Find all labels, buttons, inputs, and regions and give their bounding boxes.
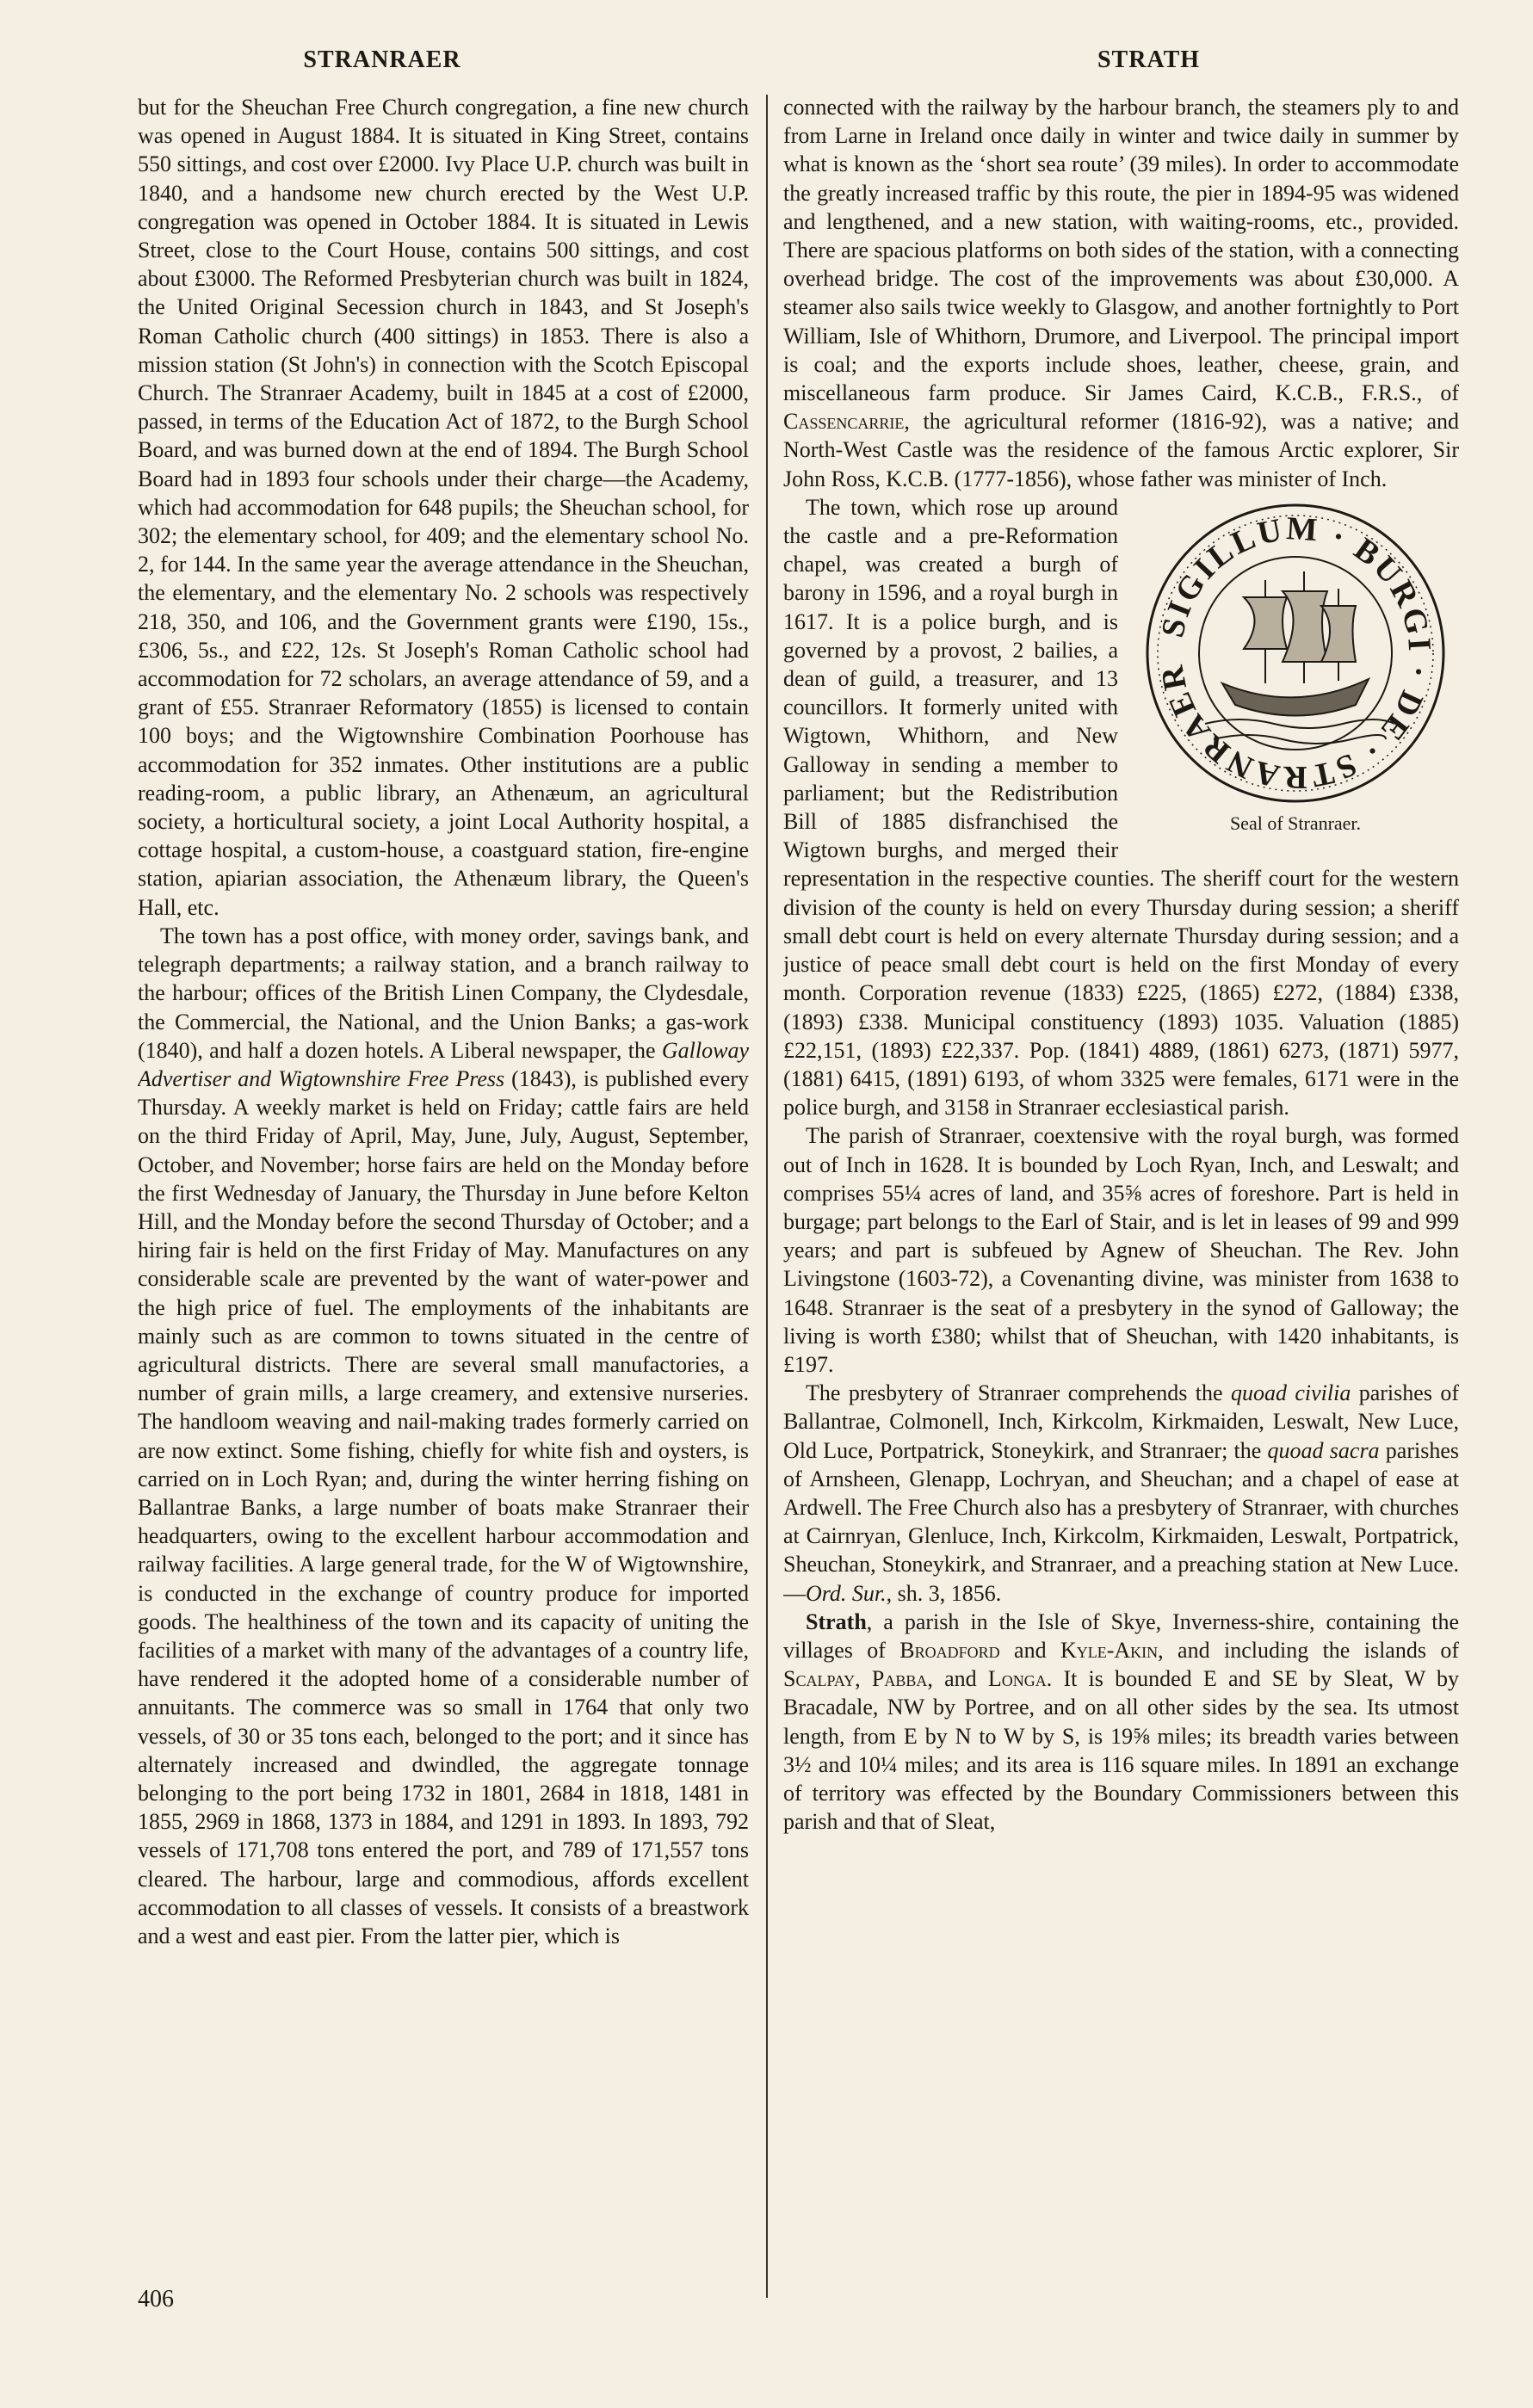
text-run: The town has a post office, with money order, savings bank, and telegraph departments; a railway station, and a branch railway to the harbour; offices of the British Linen Company, the Clydesdale, the Commercial, the National, and the Union Banks; a gas-work (1840), and half a dozen hotels. A Liberal newspaper, the xyxy=(138,923,749,1063)
latin-term: quoad sacra xyxy=(1267,1437,1380,1463)
page-number: 406 xyxy=(138,2286,174,2312)
place-ref: Broadford xyxy=(899,1637,1000,1663)
left-column xyxy=(138,93,749,2296)
newspaper-title: Galloway Advertiser and Wigtownshire Free Press xyxy=(138,1037,749,1091)
entry-headword: Strath xyxy=(806,1608,867,1634)
running-head-right: STRATH xyxy=(1097,46,1201,73)
paragraph-burgh xyxy=(783,493,1459,1121)
text-run: parishes of Arnsheen, Glenapp, Lochryan, and Sheuchan; and a chapel of ease at Ardwell. The Free Church also has a presbytery of Stranraer, with churches at Cairnryan, Glenluce, Inch, Kirkcolm, Kirkmaiden, Leswalt, Portpatrick, Sheuchan, Stoneykirk, and Stranraer, and a preaching station at New Luce.— xyxy=(783,1437,1459,1606)
text-run: The presbytery of Stranraer comprehends the xyxy=(806,1380,1231,1406)
map-reference: Ord. Sur. xyxy=(806,1580,887,1606)
text-run: connected with the railway by the harbour branch, the steamers ply to and from Larne in Ireland once daily in winter and twice daily in summer by what is known as the ‘short sea route’ (39 miles). In order to accommodate the greatly increased traffic by this route, the pier in 1894-95 was widened and lengthened, and a new station, with waiting-rooms, etc., provided. There are spacious platforms on both sides of the station, with a connecting overhead bridge. The cost of the improvements was about £30,000. A steamer also sails twice weekly to Glasgow, and another fortnightly to Port William, Isle of Whithorn, Drumore, and Liverpool. The principal import is coal; and the exports include shoes, leather, cheese, grain, and miscellaneous farm produce. Sir James Caird, K.C.B., F.R.S., of xyxy=(783,95,1459,406)
right-column xyxy=(783,93,1459,2296)
paragraph-presbytery xyxy=(783,1379,1459,1608)
text-run: , xyxy=(855,1666,872,1692)
text-run: parishes of Ballantrae, Colmonell, Inch, Kirkcolm, Kirkmaiden, Leswalt, New Luce, Old Luce, Portpatrick, Stoneykirk, and Stranraer; the xyxy=(783,1380,1459,1463)
place-ref-cassencarrie: Cassencarrie xyxy=(783,409,905,435)
text-run: (1843), is published every Thursday. A weekly market is held on Friday; cattle fairs are held on the third Friday of April, May, June, July, August, September, October, and November; horse fairs are held on the Monday before the first Wednesday of January, the Thursday in June before Kelton Hill, and the Monday before the second Thursday of October; and a hiring fair is held on the first Friday of May. Manufactures on any considerable scale are prevented by the want of water-power and the high price of fuel. The employments of the inhabitants are mainly such as are common to towns situated in the centre of agricultural districts. There are several small manufactories, a number of grain mills, a large creamery, and extensive nurseries. The handloom weaving and nail-making trades formerly carried on are now extinct. Some fishing, chiefly for white fish and oysters, is carried on in Loch Ryan; and, during the winter herring fishing on Ballantrae Banks, a large number of boats make Stranraer their headquarters, owing to the excellent harbour accommodation and railway facilities. A large general trade, for the W of Wigtownshire, is conducted in the exchange of country produce for imported goods. The healthiness of the town and its capacity of uniting the facilities of a market with many of the advantages of a country life, have rendered it the adopted home of a considerable number of annuitants. The commerce was so small in 1764 that only two vessels, of 30 or 35 tons each, belonged to the port; and it since has alternately increased and dwindled, the aggregate tonnage belonging to the port being 1732 in 1801, 2684 in 1818, 1481 in 1855, 2969 in 1868, 1373 in 1884, and 1291 in 1893. In 1893, 792 vessels of 171,708 tons entered the port, and 789 of 171,557 tons cleared. The harbour, large and commodious, affords excellent accommodation to all classes of vessels. It consists of a breastwork and a west and east pier. From the latter pier, which is xyxy=(138,1065,749,1948)
text-run: , and including the islands of xyxy=(1158,1637,1459,1663)
seal-of-stranraer-image xyxy=(1136,498,1455,808)
text-run: . It is bounded E and SE by Sleat, W by Bracadale, NW by Portree, and on all other sides by the sea. Its utmost length, from E by N to W by S, is 19⅝ miles; its breadth varies between 3½ and 10¼ miles; and its area is 116 square miles. In 1891 an exchange of territory was effected by the Boundary Commissioners between this parish and that of Sleat, xyxy=(783,1666,1459,1835)
place-ref: Longa xyxy=(987,1666,1047,1692)
place-ref: Scalpay xyxy=(783,1666,856,1692)
seal-caption: Seal of Stranraer. xyxy=(1229,812,1362,834)
place-ref: Kyle-Akin xyxy=(1060,1637,1159,1663)
text-run: , the agricultural reformer (1816-92), was a native; and North-West Castle was the residence of the famous Arctic explorer, Sir John Ross, K.C.B. (1777-1856), whose father was minister of Inch. xyxy=(783,409,1459,491)
column-divider xyxy=(766,95,768,2298)
latin-term: quoad civilia xyxy=(1230,1380,1351,1406)
place-ref: Pabba xyxy=(871,1666,928,1692)
text-run: , sh. 3, 1856. xyxy=(886,1580,1002,1606)
entry-strath xyxy=(783,1608,1459,1837)
text-run: The town, which rose up around the castle and a pre-Reformation chapel, was created a burgh of barony in 1596, and a royal burgh in 1617. It is a police burgh, and is governed by a provost, 2 bailies, a dean of guild, a treasurer, and 13 councillors. It formerly united with Wigtown, Whithorn, and New Galloway in sending a member to parliament; but the Redistribution Bill of 1885 disfranchised the Wigtown burghs, and merged their representation in the respective counties. The sheriff court for the western division of the county is held on every Thursday during session; a sheriff small debt court is held on every alternate Thursday during session; and a justice of peace small debt court is held on the first Monday of every month. Corporation revenue (1833) £225, (1865) £272, (1884) £338, (1893) £338. Municipal constituency (1893) 1035. Valuation (1885) £22,151, (1893) £22,337. Pop. (1841) 4889, (1861) 6273, (1871) 5977, (1881) 6415, (1891) 6193, of whom 3325 were females, 6171 were in the police burgh, and 3158 in Stranraer ecclesiastical parish. xyxy=(783,494,1459,1121)
text-run: and xyxy=(999,1637,1060,1663)
paragraph-harbour xyxy=(783,93,1459,493)
running-head-left: STRANRAER xyxy=(303,46,461,73)
seal-figure xyxy=(1132,498,1459,837)
text-run: , and xyxy=(927,1666,988,1692)
paragraph-town-trade xyxy=(138,922,749,1950)
paragraph-parish: The parish of Stranraer, coextensive with the royal burgh, was formed out of Inch in 1628. It is bounded by Loch Ryan, Inch, and Leswalt; and comprises 55¼ acres of land, and 35⅝ acres of foreshore. Part is held in burgage; part belongs to the Earl of Stair, and is let in leases of 99 and 999 years; and part is subfeued by Agnew of Sheuchan. The Rev. John Livingstone (1603-72), a Covenanting divine, was minister from 1638 to 1648. Stranraer is the seat of a presbytery in the synod of Galloway; the living is worth £380; whilst that of Sheuchan, with 1420 inhabitants, is £197. xyxy=(783,1123,1459,1377)
seal-legend: SIGILLUM · BURGI · DE · STRANRAER xyxy=(1153,509,1438,795)
paragraph-churches-schools: but for the Sheuchan Free Church congregation, a fine new church was opened in August 1884. It is situated in King Street, contains 550 sittings, and cost over £2000. Ivy Place U.P. church was built in 1840, and a handsome new church erected by the West U.P. congregation was opened in October 1884. It is situated in Lewis Street, close to the Court House, contains 500 sittings, and cost about £3000. The Reformed Presbyterian church was built in 1824, the United Original Secession church in 1843, and St Joseph's Roman Catholic church (400 sittings) in 1853. There is also a mission station (St John's) in connection with the Scotch Episcopal Church. The Stranraer Academy, built in 1845 at a cost of £2000, passed, in terms of the Education Act of 1872, to the Burgh School Board, and was burned down at the end of 1894. The Burgh School Board had in 1893 four schools under their charge—the Academy, which had accommodation for 648 pupils; the Sheuchan school, for 302; the elementary school, for 409; and the elementary school No. 2, for 144. In the same year the average attendance in the Sheuchan, the elementary, and the elementary No. 2 schools was respectively 218, 350, and 106, and the Government grants were £190, 15s., £306, 5s., and £22, 12s. St Joseph's Roman Catholic school had accommodation for 72 scholars, an average attendance of 59, and a grant of £55. Stranraer Reformatory (1855) is licensed to contain 100 boys; and the Wigtownshire Combination Poorhouse has accommodation for 352 inmates. Other institutions are a public reading-room, a public library, an Athenæum, an agricultural society, a horticultural society, a joint Local Authority hospital, a cottage hospital, a custom-house, a coastguard station, fire-engine station, apiarian association, the Athenæum library, the Queen's Hall, etc. xyxy=(138,95,749,920)
text-run: , a parish in the Isle of Skye, Inverness-shire, containing the villages of xyxy=(783,1608,1459,1663)
